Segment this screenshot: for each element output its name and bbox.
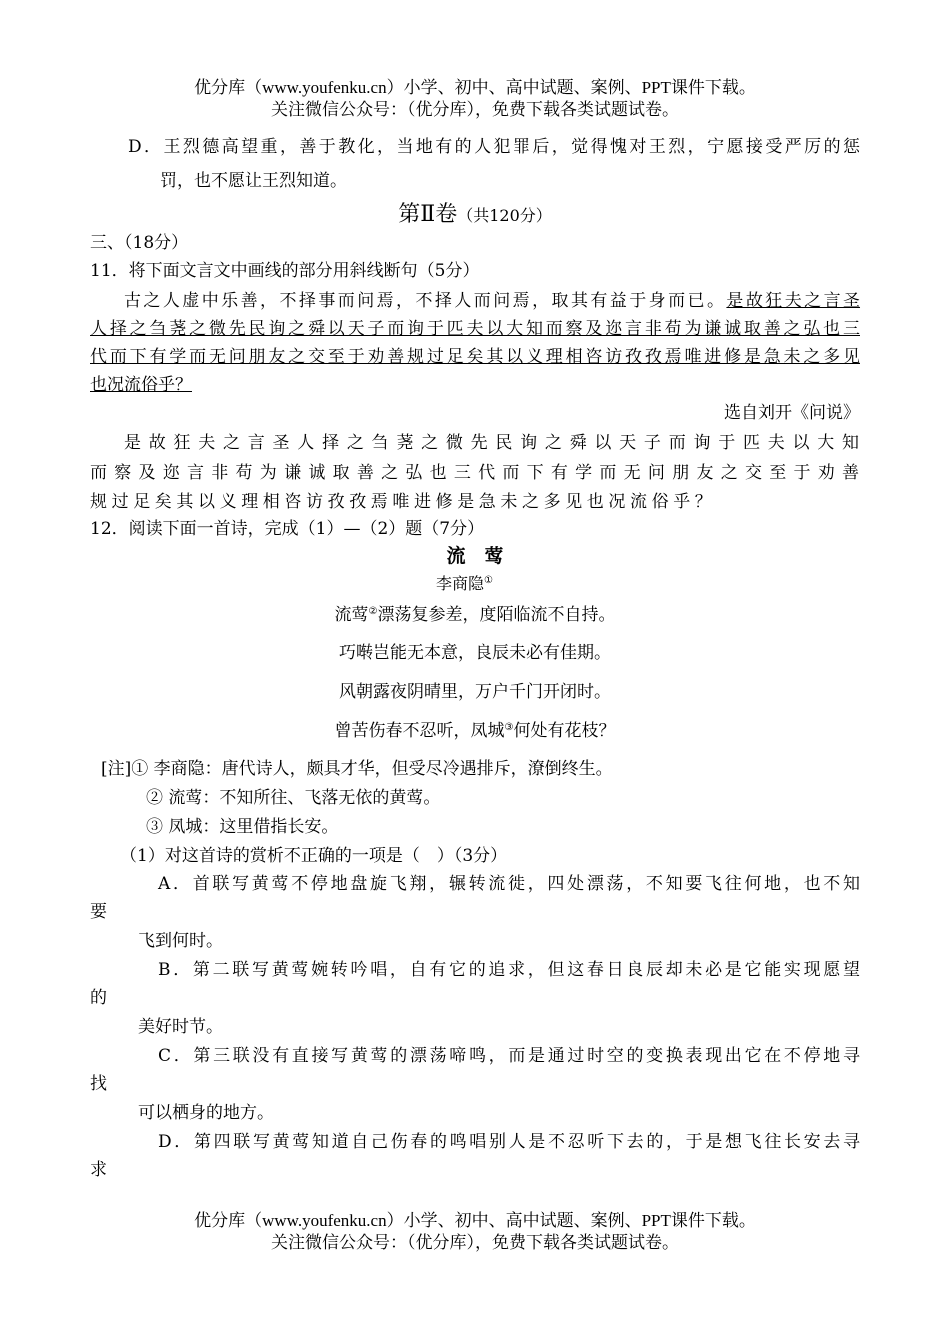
q11-passage-line-3: 代而下有学而无问朋友之交至于劝善规过足矣其以义理相咨访孜孜焉唯进修是急未之多见	[90, 347, 860, 367]
q12-option-b-line-1: B．第二联写黄莺婉转吟唱，自有它的追求，但这春日良辰却未必是它能实现愿望	[158, 960, 860, 980]
q11-answer-line-2: 而察及迩言非苟为谦诚取善之弘也三代而下有学而无问朋友之交至于劝善	[90, 463, 860, 483]
section-title-sub: （共120分）	[457, 206, 552, 225]
q12-option-a-wrap: 要	[90, 902, 107, 922]
section-title-main: 第Ⅱ卷	[398, 202, 458, 227]
q10-option-d-line-2: 罚，也不愿让王烈知道。	[160, 171, 347, 191]
q12-option-a-line-1: A．首联写黄莺不停地盘旋飞翔，辗转流徙，四处漂荡，不知要飞往何地，也不知	[158, 874, 860, 894]
q12-option-b-line-2: 美好时节。	[138, 1017, 223, 1037]
poem-line-3: 风朝露夜阴晴里，万户千门开闭时。	[339, 682, 611, 702]
section-title	[0, 201, 950, 230]
poem-line-4-b: 何处有花枝？	[513, 721, 616, 741]
q12-option-a-line-2: 飞到何时。	[138, 931, 223, 951]
poem-note-1: [注]① 李商隐：唐代诗人，颇具才华，但受尽冷遇排斥，潦倒终生。	[101, 759, 613, 779]
q11-passage-line-1	[124, 290, 860, 312]
q12-sub-question-1: （1）对这首诗的赏析不正确的一项是（ ）（3分）	[120, 846, 508, 866]
q12-option-c-line-1: C．第三联没有直接写黄莺的漂荡啼鸣，而是通过时空的变换表现出它在不停地寻	[158, 1046, 860, 1066]
poem-line-4	[0, 720, 950, 742]
q12-option-b-wrap: 的	[90, 988, 107, 1008]
q11-answer-line-1: 是故狂夫之言圣人择之刍荛之微先民询之舜以天子而询于匹夫以大知	[124, 433, 860, 453]
q11-passage-line-4: 也况流俗乎？	[90, 375, 192, 395]
q11-passage-underlined-start: 是故狂夫之言圣	[726, 291, 861, 311]
note-mark-1: ①	[484, 575, 493, 586]
q12-option-c-wrap: 找	[90, 1074, 107, 1094]
q12-stem: 12．阅读下面一首诗，完成（1）—（2）题（7分）	[90, 519, 485, 539]
note-mark-2: ②	[368, 606, 378, 617]
poem-line-1-b: 漂荡复参差，度陌临流不自持。	[377, 605, 616, 625]
poem-note-3: ③ 凤城：这里借指长安。	[146, 817, 339, 837]
footer-line-1: 优分库（www.youfenku.cn）小学、初中、高中试题、案例、PPT课件下载。	[194, 1211, 756, 1230]
q12-option-d-line-1: D．第四联写黄莺知道自己伤春的鸣唱别人是不忍听下去的，于是想飞往长安去寻	[158, 1132, 860, 1152]
q11-source: 选自刘开《问说》	[724, 403, 860, 423]
footer-line-2: 关注微信公众号：（优分库），免费下载各类试题试卷。	[271, 1233, 679, 1252]
q11-passage-plain: 古之人虚中乐善，不择事而问焉，不择人而问焉，取其有益于身而已。	[124, 291, 727, 311]
poem-author-name: 李商隐	[436, 574, 485, 593]
q10-option-d-line-1: D．王烈德高望重，善于教化，当地有的人犯罪后，觉得愧对王烈，宁愿接受严厉的惩	[128, 137, 860, 157]
header-line-1: 优分库（www.youfenku.cn）小学、初中、高中试题、案例、PPT课件下载。	[194, 78, 756, 97]
q11-passage-line-2: 人择之刍荛之微先民询之舜以天子而询于匹夫以大知而察及迩言非苟为谦诚取善之弘也三	[90, 319, 860, 339]
q11-answer-line-3: 规过足矣其以义理相咨访孜孜焉唯进修是急未之多见也况流俗乎？	[90, 492, 717, 512]
poem-author	[436, 573, 493, 595]
header-line-2: 关注微信公众号：（优分库），免费下载各类试题试卷。	[271, 100, 679, 119]
poem-note-2: ② 流莺：不知所往、飞落无依的黄莺。	[146, 788, 441, 808]
part-3-label: 三、（18分）	[90, 233, 189, 253]
poem-line-4-a: 曾苦伤春不忍听，凤城	[334, 721, 505, 741]
q12-option-c-line-2: 可以栖身的地方。	[138, 1103, 274, 1123]
note-mark-3: ③	[504, 722, 514, 733]
q12-option-d-wrap: 求	[90, 1160, 107, 1180]
poem-line-1-a: 流莺	[334, 605, 369, 625]
poem-line-2: 巧啭岂能无本意，良辰未必有佳期。	[339, 643, 611, 663]
q11-stem: 11．将下面文言文中画线的部分用斜线断句（5分）	[90, 261, 480, 281]
poem-title: 流 莺	[446, 545, 504, 567]
poem-line-1	[0, 604, 950, 626]
